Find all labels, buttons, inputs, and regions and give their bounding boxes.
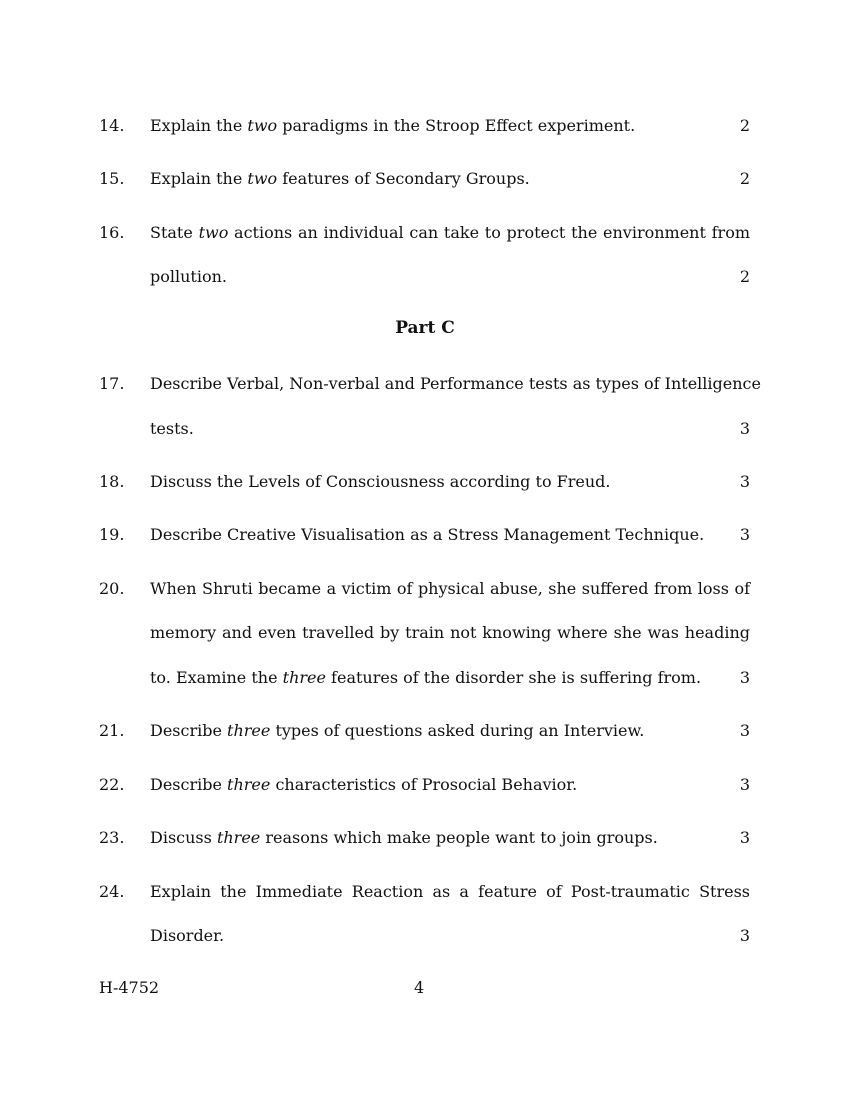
question-marks: 2 xyxy=(739,169,750,188)
question-text xyxy=(150,721,750,740)
text-segment: tests. xyxy=(150,419,194,438)
question-text xyxy=(150,169,750,188)
question-number: 15. xyxy=(99,169,125,188)
question-text-continued xyxy=(150,668,750,687)
question-marks: 2 xyxy=(739,116,750,135)
question-marks: 3 xyxy=(739,775,750,794)
question-marks: 3 xyxy=(739,721,750,740)
question-text-continued xyxy=(150,623,750,642)
text-segment: Discuss xyxy=(150,828,217,847)
text-segment: features of Secondary Groups. xyxy=(277,169,530,188)
question-number: 23. xyxy=(99,828,125,847)
question-text xyxy=(150,374,761,393)
question-text xyxy=(150,116,750,135)
question-text xyxy=(150,775,750,794)
question-number: 20. xyxy=(99,579,125,598)
text-segment: When Shruti became a victim of physical abuse, she suffered from loss of xyxy=(150,579,750,598)
text-segment: Explain the xyxy=(150,116,248,135)
question-number: 22. xyxy=(99,775,125,794)
text-segment: to. Examine the xyxy=(150,668,283,687)
text-segment: Describe Verbal, Non-verbal and Performance tests as types of Intelligence xyxy=(150,374,761,393)
question-text xyxy=(150,525,750,544)
question-marks: 3 xyxy=(739,419,750,438)
text-segment: Describe Creative Visualisation as a Stress Management Technique. xyxy=(150,525,705,544)
question-text-continued xyxy=(150,267,750,286)
question-marks: 3 xyxy=(739,472,750,491)
question-text xyxy=(150,828,750,847)
emphasis-text: two xyxy=(247,116,278,135)
part-heading: Part C xyxy=(395,318,455,338)
emphasis-text: three xyxy=(216,828,261,847)
question-text-continued xyxy=(150,419,750,438)
text-segment: types of questions asked during an Interview. xyxy=(270,721,645,740)
question-number: 24. xyxy=(99,882,125,901)
question-marks: 3 xyxy=(739,926,750,945)
text-segment: pollution. xyxy=(150,267,227,286)
paper-code: H-4752 xyxy=(99,978,160,997)
text-segment: Disorder. xyxy=(150,926,225,945)
question-marks: 3 xyxy=(739,668,750,687)
question-number: 17. xyxy=(99,374,125,393)
text-segment: actions an individual can take to protect the environment from xyxy=(228,223,750,242)
question-number: 18. xyxy=(99,472,125,491)
text-segment: Discuss the Levels of Consciousness according to Freud. xyxy=(150,472,611,491)
page-number: 4 xyxy=(414,978,425,997)
text-segment: Explain the Immediate Reaction as a feature of Post-traumatic Stress xyxy=(150,882,750,901)
question-text xyxy=(150,882,750,901)
question-number: 14. xyxy=(99,116,125,135)
emphasis-text: two xyxy=(198,223,229,242)
text-segment: State xyxy=(150,223,199,242)
question-text xyxy=(150,472,750,491)
text-segment: Explain the xyxy=(150,169,248,188)
text-segment: features of the disorder she is suffering from. xyxy=(325,668,702,687)
question-number: 16. xyxy=(99,223,125,242)
question-marks: 3 xyxy=(739,828,750,847)
question-text xyxy=(150,579,750,598)
text-segment: memory and even travelled by train not knowing where she was heading xyxy=(150,623,750,642)
text-segment: Describe xyxy=(150,775,228,794)
question-marks: 3 xyxy=(739,525,750,544)
question-text xyxy=(150,223,750,242)
question-number: 21. xyxy=(99,721,125,740)
question-marks: 2 xyxy=(739,267,750,286)
emphasis-text: three xyxy=(227,775,271,794)
question-text-continued xyxy=(150,926,750,945)
text-segment: paradigms in the Stroop Effect experiment. xyxy=(277,116,636,135)
emphasis-text: two xyxy=(247,169,278,188)
emphasis-text: three xyxy=(282,668,326,687)
text-segment: reasons which make people want to join groups. xyxy=(260,828,658,847)
text-segment: characteristics of Prosocial Behavior. xyxy=(270,775,578,794)
emphasis-text: three xyxy=(227,721,271,740)
text-segment: Describe xyxy=(150,721,228,740)
question-number: 19. xyxy=(99,525,125,544)
